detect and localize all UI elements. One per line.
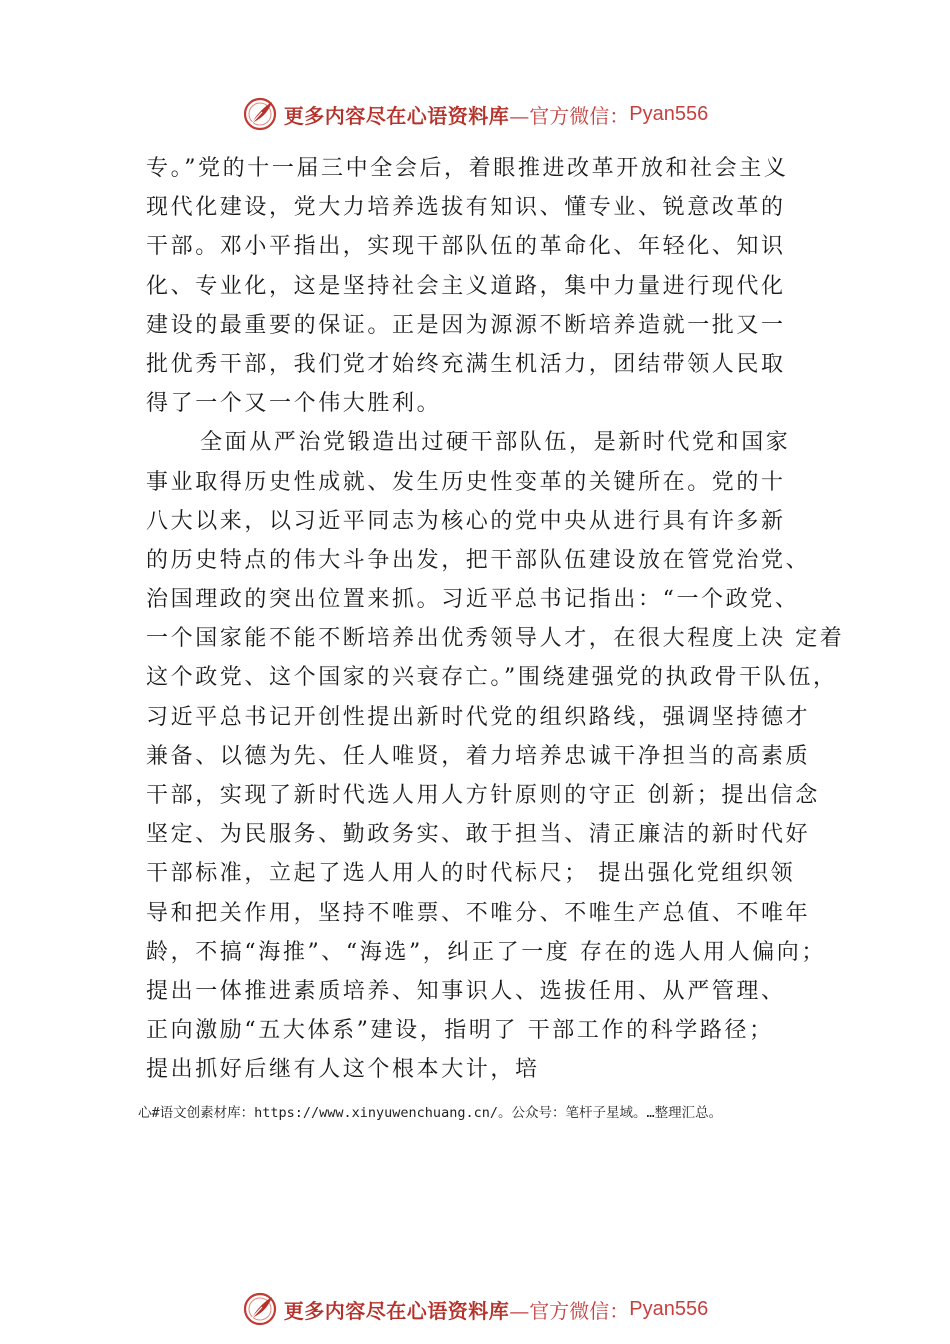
header-banner	[0, 92, 950, 136]
banner-wechat-id: Pyan556	[629, 102, 709, 125]
text-line: 坚定、为民服务、勤政务实、敢于担当、清正廉洁的新时代好	[146, 822, 811, 848]
paragraph	[146, 149, 826, 423]
text-line: 批优秀干部，我们党才始终充满生机活力，团结带领人民取	[146, 351, 786, 377]
text-line: 兼备、以德为先、任人唯贤，着力培养忠诚干净担当的高素质	[146, 743, 811, 769]
banner-title: 更多内容尽在心语资料库	[283, 1298, 510, 1323]
text-line: 专。”党的十一届三中全会后，着眼推进改革开放和社会主义	[146, 156, 789, 181]
paragraph	[146, 423, 845, 1089]
banner-title: 更多内容尽在心语资料库	[283, 103, 510, 128]
footer-banner	[0, 1287, 950, 1331]
text-line: 干部标准，立起了选人用人的时代标尺； 提出强化党组织领	[146, 861, 796, 887]
text-line: 事业取得历史性成就、发生历史性变革的关键所在。党的十	[146, 469, 786, 495]
banner-wechat-label: —官方微信：	[509, 103, 630, 128]
text-line: 建设的最重要的保证。正是因为源源不断培养造就一批又一	[146, 312, 786, 338]
text-line: 提出一体推进素质培养、知事识人、选拔任用、从严管理、	[146, 978, 786, 1004]
text-line: 的历史特点的伟大斗争出发，把干部队伍建设放在管党治党、	[146, 547, 811, 573]
text-line: 一个国家能不能不断培养出优秀领导人才，在很大程度上决 定着	[146, 626, 845, 652]
text-line: 正向激励“五大体系”建设，指明了 干部工作的科学路径；	[146, 1018, 774, 1044]
text-line: 化、专业化，这是坚持社会主义道路，集中力量进行现代化	[146, 273, 786, 299]
text-line: 龄，不搞“海推”、“海选”，纠正了一度 存在的选人用人偏向；	[146, 939, 826, 965]
text-line: 现代化建设，党大力培养选拔有知识、懂专业、锐意改革的	[146, 195, 786, 221]
text-line: 干部。邓小平指出，实现干部队伍的革命化、年轻化、知识	[146, 234, 786, 260]
text-line: 习近平总书记开创性提出新时代党的组织路线，强调坚持德才	[146, 704, 811, 730]
text-line: 全面从严治党锻造出过硬干部队伍，是新时代党和国家	[200, 430, 791, 456]
feather-pen-icon	[242, 96, 278, 132]
text-line: 这个政党、这个国家的兴衰存亡。”围绕建强党的执政骨干队伍，	[146, 665, 838, 691]
text-line: 干部，实现了新时代选人用人方针原则的守正 创新；提出信念	[146, 783, 820, 808]
document-body	[146, 149, 845, 1090]
source-note: 心#语文创素材库：https://www.xinyuwenchuang.cn/。公众号：笔杆子星域。…整理汇总。	[138, 1105, 723, 1121]
text-line: 提出抓好后继有人这个根本大计，培	[146, 1057, 540, 1083]
text-line: 治国理政的突出位置来抓。习近平总书记指出：“一个政党、	[146, 587, 800, 613]
banner-wechat-id: Pyan556	[629, 1297, 709, 1320]
text-line: 得了一个又一个伟大胜利。	[146, 391, 442, 417]
text-line: 导和把关作用，坚持不唯票、不唯分、不唯生产总值、不唯年	[146, 900, 811, 926]
feather-pen-icon	[242, 1291, 278, 1327]
text-line: 八大以来，以习近平同志为核心的党中央从进行具有许多新	[146, 508, 786, 534]
banner-wechat-label: —官方微信：	[509, 1298, 630, 1323]
